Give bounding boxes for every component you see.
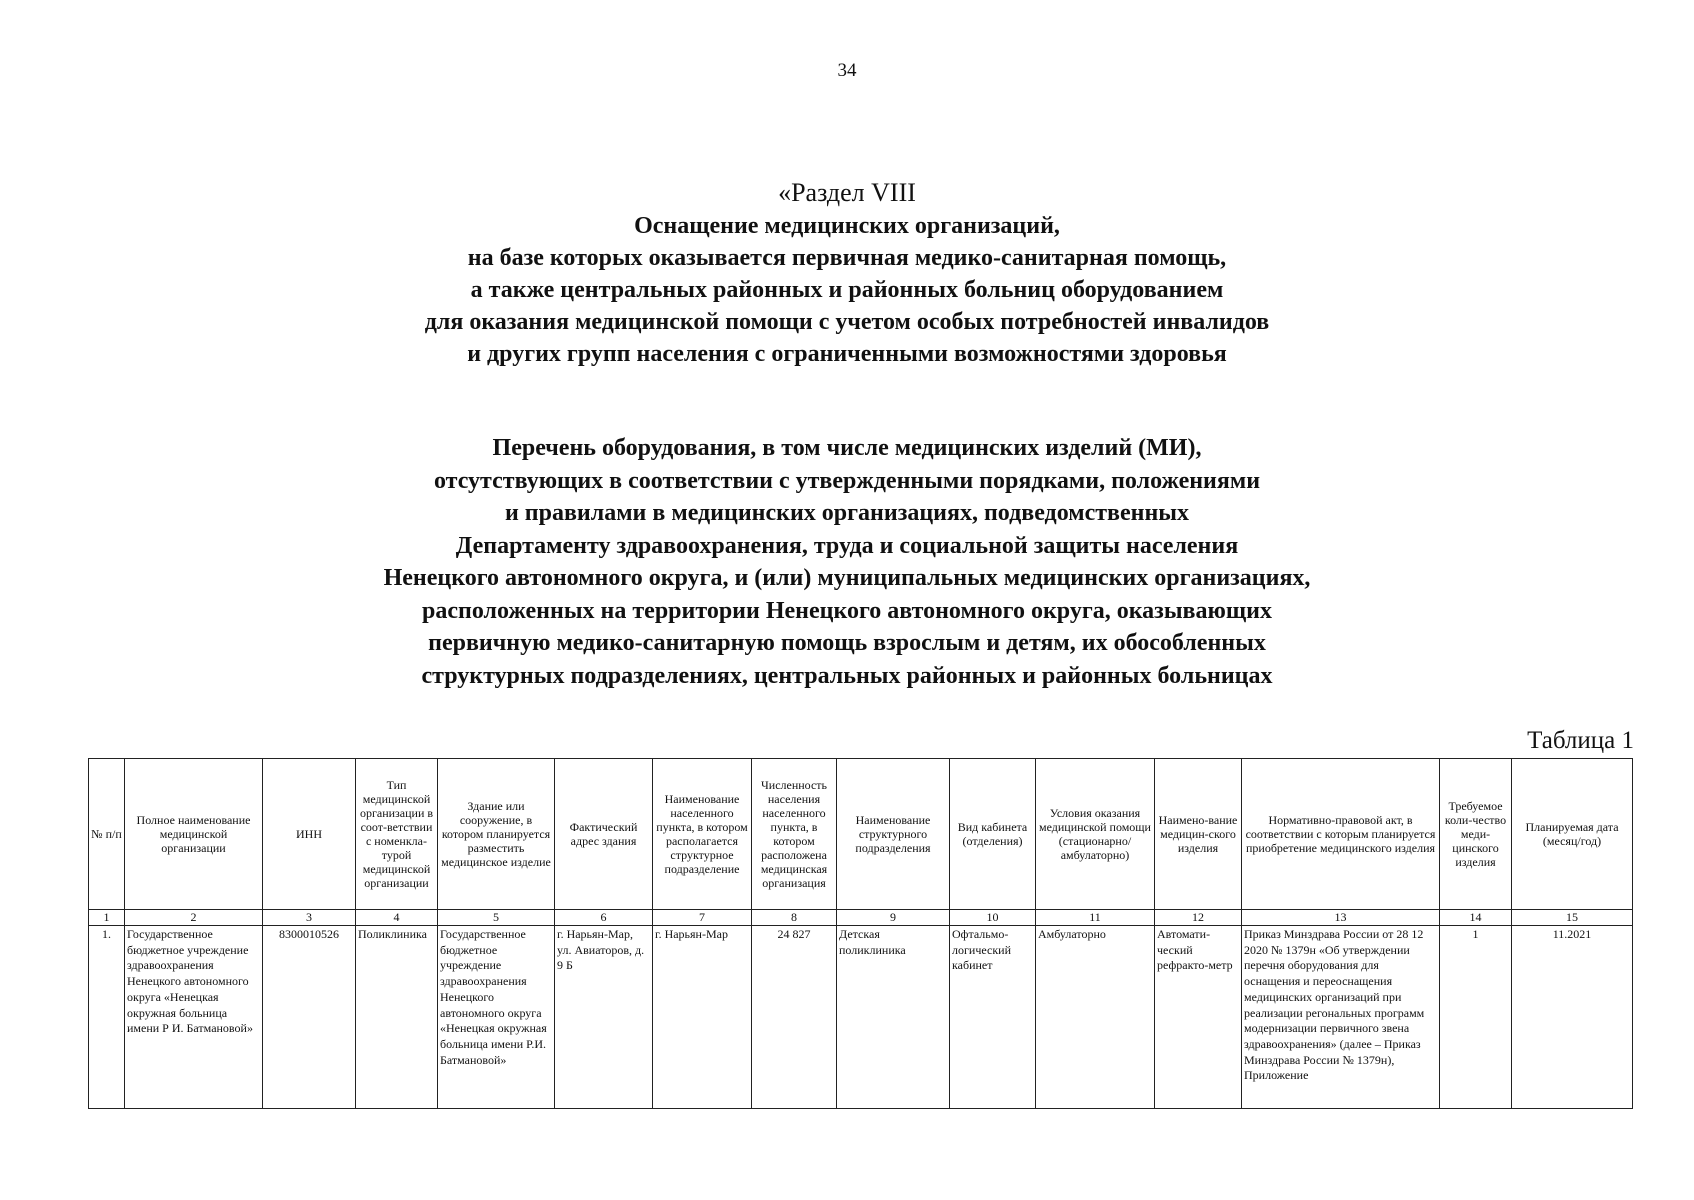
section-title-line: Оснащение медицинских организаций, xyxy=(634,213,1060,239)
list-title-line: Департаменту здравоохранения, труда и социальной защиты населения xyxy=(455,532,1239,559)
table-cell: г. Нарьян-Мар xyxy=(653,926,752,1109)
column-number: 14 xyxy=(1440,910,1512,926)
table-cell: 24 827 xyxy=(752,926,837,1109)
table-header-row xyxy=(89,759,1633,910)
column-header: Здание или сооружение, в котором планируется разместить медицинское изделие xyxy=(438,759,555,910)
column-number: 8 xyxy=(752,910,837,926)
column-header: Наименование населенного пункта, в котором располагается структурное подразделение xyxy=(653,759,752,910)
section-label: «Раздел VIII xyxy=(778,178,916,207)
column-number: 4 xyxy=(356,910,438,926)
equipment-table xyxy=(88,758,1633,1109)
section-title xyxy=(0,210,1694,370)
column-header: Наимено-вание медицин-ского изделия xyxy=(1155,759,1242,910)
column-header: Полное наименование медицинской организации xyxy=(125,759,263,910)
list-title-line: структурных подразделениях, центральных районных и районных больницах xyxy=(421,662,1273,689)
table-cell: Автомати-ческий рефракто-метр xyxy=(1155,926,1242,1109)
table-cell: Государственное бюджетное учреждение здравоохранения Ненецкого автономного округа «Ненецкая окружная больница имени Р И. Батмановой» xyxy=(125,926,263,1109)
table-cell: Государственное бюджетное учреждение здравоохранения Ненецкого автономного округа «Ненецкая окружная больница имени Р.И. Батмановой» xyxy=(438,926,555,1109)
column-number: 10 xyxy=(950,910,1036,926)
column-number: 3 xyxy=(263,910,356,926)
table-cell: г. Нарьян-Мар, ул. Авиаторов, д. 9 Б xyxy=(555,926,653,1109)
page-number: 34 xyxy=(837,60,857,81)
column-header: Фактический адрес здания xyxy=(555,759,653,910)
list-title-line: отсутствующих в соответствии с утвержденными порядками, положениями xyxy=(433,467,1261,494)
table-cell: Детская поликлиника xyxy=(837,926,950,1109)
table-cell: 11.2021 xyxy=(1512,926,1633,1109)
column-number: 13 xyxy=(1242,910,1440,926)
list-title-line: и правилами в медицинских организациях, подведомственных xyxy=(504,500,1190,526)
column-number: 5 xyxy=(438,910,555,926)
column-number: 11 xyxy=(1036,910,1155,926)
table-cell: 1 xyxy=(1440,926,1512,1109)
column-header: ИНН xyxy=(263,759,356,910)
column-number-row xyxy=(89,910,1633,926)
table-cell: 1. xyxy=(89,926,125,1109)
table-cell: 8300010526 xyxy=(263,926,356,1109)
column-number: 2 xyxy=(125,910,263,926)
column-number: 15 xyxy=(1512,910,1633,926)
equipment-table-container xyxy=(88,758,1632,1109)
table-cell: Офтальмо-логический кабинет xyxy=(950,926,1036,1109)
section-heading xyxy=(0,176,1694,370)
table-cell: Поликлиника xyxy=(356,926,438,1109)
column-number: 12 xyxy=(1155,910,1242,926)
column-header: Планируемая дата (месяц/год) xyxy=(1512,759,1633,910)
column-number: 6 xyxy=(555,910,653,926)
section-title-line: для оказания медицинской помощи с учетом особых потребностей инвалидов xyxy=(424,309,1270,335)
column-header: Нормативно-правовой акт, в соответствии с которым планируется приобретение медицинского изделия xyxy=(1242,759,1440,910)
table-cell: Амбулаторно xyxy=(1036,926,1155,1109)
column-number: 9 xyxy=(837,910,950,926)
column-header: Численность населения населенного пункта, в котором расположена медицинская организация xyxy=(752,759,837,910)
column-number: 7 xyxy=(653,910,752,926)
column-header: Наименование структурного подразделения xyxy=(837,759,950,910)
table-row xyxy=(89,926,1633,1109)
column-header: Вид кабинета (отделения) xyxy=(950,759,1036,910)
column-header: № п/п xyxy=(89,759,125,910)
list-title-line: Ненецкого автономного округа, и (или) муниципальных медицинских организациях, xyxy=(383,565,1311,591)
column-header: Требуемое коли-чество меди-цинского изделия xyxy=(1440,759,1512,910)
column-header: Условия оказания медицинской помощи (стационарно/ амбулаторно) xyxy=(1036,759,1155,910)
section-title-line: а также центральных районных и районных больниц оборудованием xyxy=(470,277,1224,303)
table-cell: Приказ Минздрава России от 28 12 2020 № 1379н «Об утверждении перечня оборудования для оснащения и переоснащения медицинских организаций при реализации регональных программ модернизации первичного звена здравоохранения» (далее – Приказ Минздрава России № 1379н), Приложение xyxy=(1242,926,1440,1109)
list-title-line: первичную медико-санитарную помощь взрослым и детям, их обособленных xyxy=(428,630,1266,656)
column-number: 1 xyxy=(89,910,125,926)
section-title-line: на базе которых оказывается первичная медико-санитарная помощь, xyxy=(467,245,1227,271)
section-title-line: и других групп населения с ограниченными возможностями здоровья xyxy=(467,341,1227,367)
list-title-line: Перечень оборудования, в том числе медицинских изделий (МИ), xyxy=(492,435,1202,461)
column-header: Тип медицинской организации в соот-ветствии с номенкла-турой медицинской организации xyxy=(356,759,438,910)
table-caption: Таблица 1 xyxy=(1527,727,1634,754)
list-title-line: расположенных на территории Ненецкого автономного округа, оказывающих xyxy=(422,597,1272,624)
list-title xyxy=(0,432,1694,692)
